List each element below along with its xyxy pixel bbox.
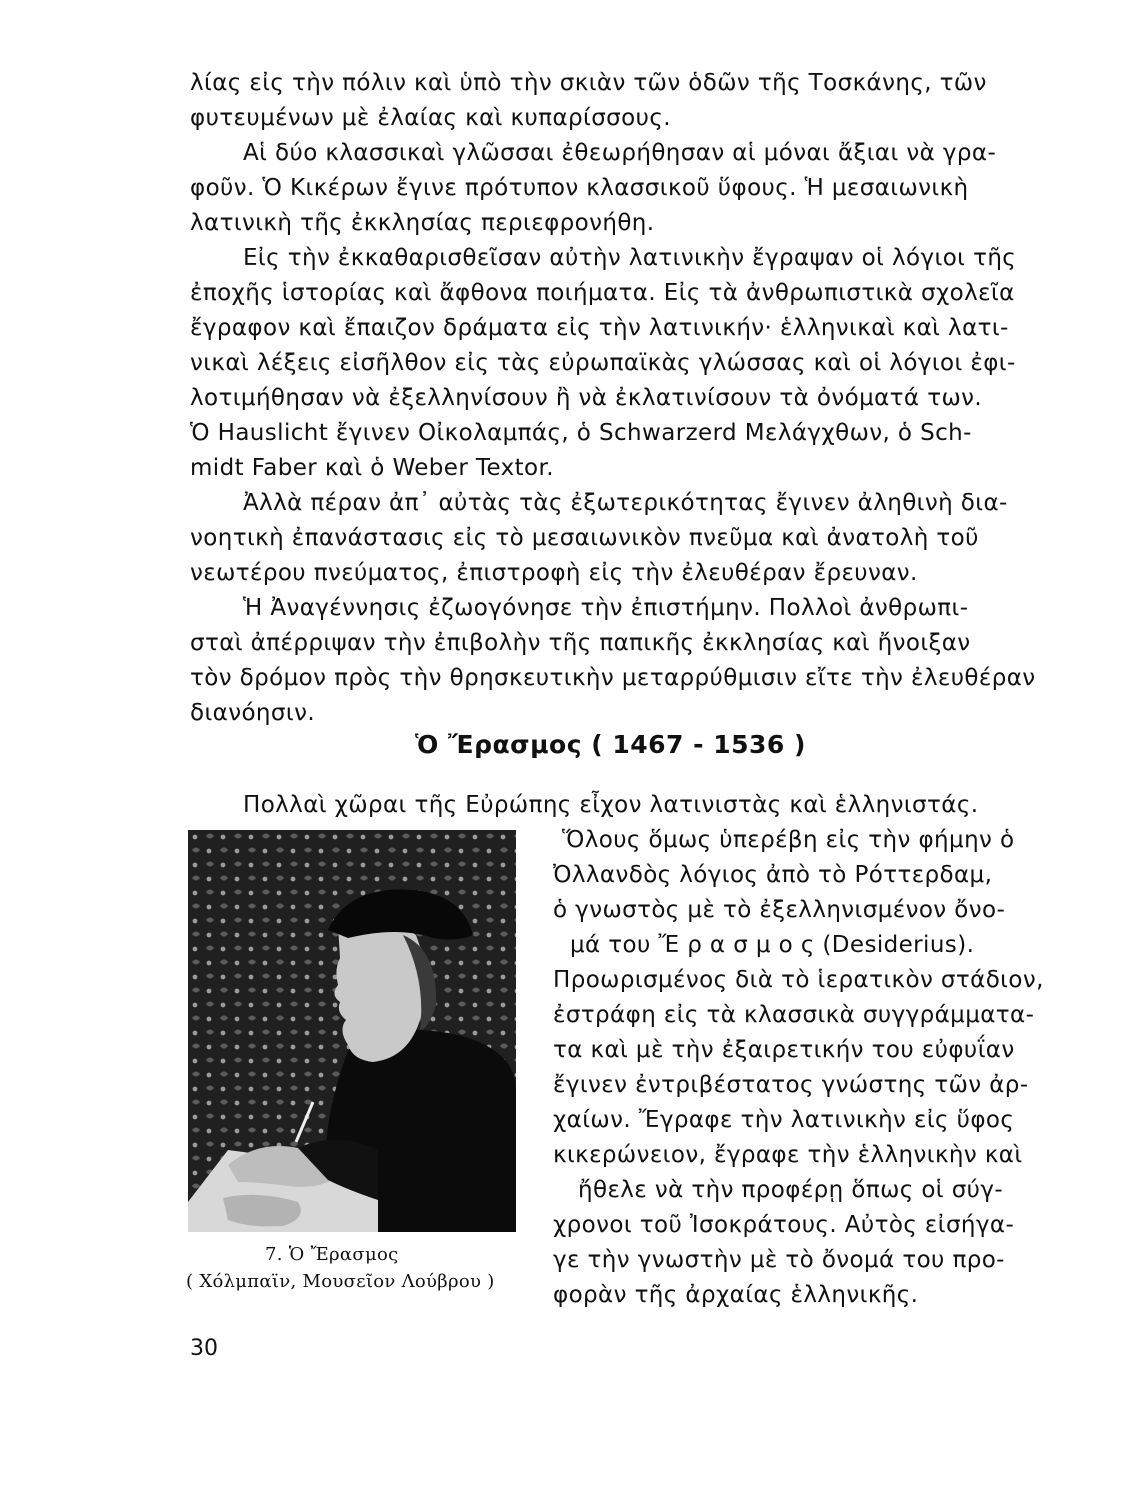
text-line: σταὶ ἀπέρριψαν τὴν ἐπιβολὴν τῆς παπικῆς ἐκκλησίας καὶ ἤνοιξαν [190,630,971,656]
text-line: Αἱ δύο κλασσικαὶ γλῶσσαι ἐθεωρήθησαν αἱ μόναι ἄξιαι νὰ γρα- [243,140,997,166]
text-line: φορὰν τῆς ἀρχαίας ἑλληνικῆς. [553,1282,919,1308]
text-line: λατινικὴ τῆς ἐκκλησίας περιεφρονήθη. [190,210,655,236]
page-number: 30 [190,1336,218,1361]
section-heading: Ὁ Ἔρασμος ( 1467 - 1536 ) [415,730,806,759]
text-line: κικερώνειον, ἔγραφε τὴν ἑλληνικὴν καὶ [553,1142,1023,1168]
text-line: χαίων. Ἔγραφε τὴν λατινικὴν εἰς ὕφος [553,1107,1015,1133]
text-line: γε τὴν γνωστὴν μὲ τὸ ὄνομά του προ- [553,1247,1005,1273]
text-line: χρονοι τοῦ Ἰσοκράτους. Αὐτὸς εἰσήγα- [553,1212,1015,1238]
text-line: Ἡ Ἀναγέννησις ἐζωογόνησε τὴν ἐπιστήμην. Πολλοὶ ἀνθρωπι- [243,595,969,621]
text-line: Πολλαὶ χῶραι τῆς Εὐρώπης εἶχον λατινιστὰς καὶ ἑλληνιστάς. [243,792,979,818]
figure-caption-source: ( Χόλμπαϊν, Μουσεῖον Λούβρου ) [186,1271,495,1292]
text-line: ἐποχῆς ἱστορίας καὶ ἄφθονα ποιήματα. Εἰς τὰ ἀνθρωπιστικὰ σχολεῖα [190,280,1015,306]
portrait-of-erasmus-image [188,830,516,1232]
text-line: ἐστράφη εἰς τὰ κλασσικὰ συγγράμματα- [553,1002,1035,1028]
text-line: μά του Ἔ ρ α σ μ ο ς (Desiderius). [570,932,975,958]
text-line: φοῦν. Ὁ Κικέρων ἔγινε πρότυπον κλασσικοῦ ὕφους. Ἡ μεσαιωνικὴ [190,175,969,201]
text-line: νεωτέρου πνεύματος, ἐπιστροφὴ εἰς τὴν ἐλευθέραν ἔρευναν. [190,560,918,586]
text-line: λοτιμήθησαν νὰ ἐξελληνίσουν ἢ νὰ ἐκλατινίσουν τὰ ὀνόματά των. [190,385,983,411]
text-line: νοητικὴ ἐπανάστασις εἰς τὸ μεσαιωνικὸν πνεῦμα καὶ ἀνατολὴ τοῦ [190,525,979,551]
text-line: τα καὶ μὲ τὴν ἐξαιρετικήν του εὐφυΐαν [553,1037,1015,1063]
text-line: Εἰς τὴν ἐκκαθαρισθεῖσαν αὐτὴν λατινικὴν ἔγραψαν οἱ λόγιοι τῆς [243,245,1017,271]
text-line: Ὀλλανδὸς λόγιος ἀπὸ τὸ Ρόττερδαμ, [553,862,993,888]
text-line: λίας εἰς τὴν πόλιν καὶ ὑπὸ τὴν σκιὰν τῶν ὁδῶν τῆς Τοσκάνης, τῶν [190,70,987,96]
text-line: ὁ γνωστὸς μὲ τὸ ἐξελληνισμένον ὄνο- [553,897,1006,923]
text-line: Ὅλους ὅμως ὑπερέβη εἰς τὴν φήμην ὁ [562,827,1015,853]
text-line: ἔγινεν ἐντριβέστατος γνώστης τῶν ἀρ- [553,1072,1029,1098]
text-line: Ἀλλὰ πέραν ἀπ᾽ αὐτὰς τὰς ἐξωτερικότητας ἔγινεν ἀληθινὴ δια- [243,490,1008,516]
text-line: τὸν δρόμον πρὸς τὴν θρησκευτικὴν μεταρρύθμισιν εἴτε τὴν ἐλευθέραν [190,665,1036,691]
text-line: Ὁ Hauslicht ἔγινεν Οἰκολαμπάς, ὁ Schwarzerd Μελάγχθων, ὁ Sch- [190,420,972,446]
text-line: midt Faber καὶ ὁ Weber Textor. [190,455,554,481]
text-line: Προωρισμένος διὰ τὸ ἱερατικὸν στάδιον, [553,967,1044,993]
figure-caption: 7. Ὁ Ἔρασμος [265,1244,399,1265]
text-line: διανόησιν. [190,700,316,726]
text-line: ἔγραφον καὶ ἔπαιζον δράματα εἰς τὴν λατινικήν· ἑλληνικαὶ καὶ λατι- [190,315,1009,341]
text-line: νικαὶ λέξεις εἰσῆλθον εἰς τὰς εὐρωπαϊκὰς γλώσσας καὶ οἱ λόγιοι ἐφι- [190,350,1016,376]
text-line: ἤθελε νὰ τὴν προφέρῃ ὅπως οἱ σύγ- [578,1177,1004,1203]
text-line: φυτευμένων μὲ ἐλαίας καὶ κυπαρίσσους. [190,105,671,131]
